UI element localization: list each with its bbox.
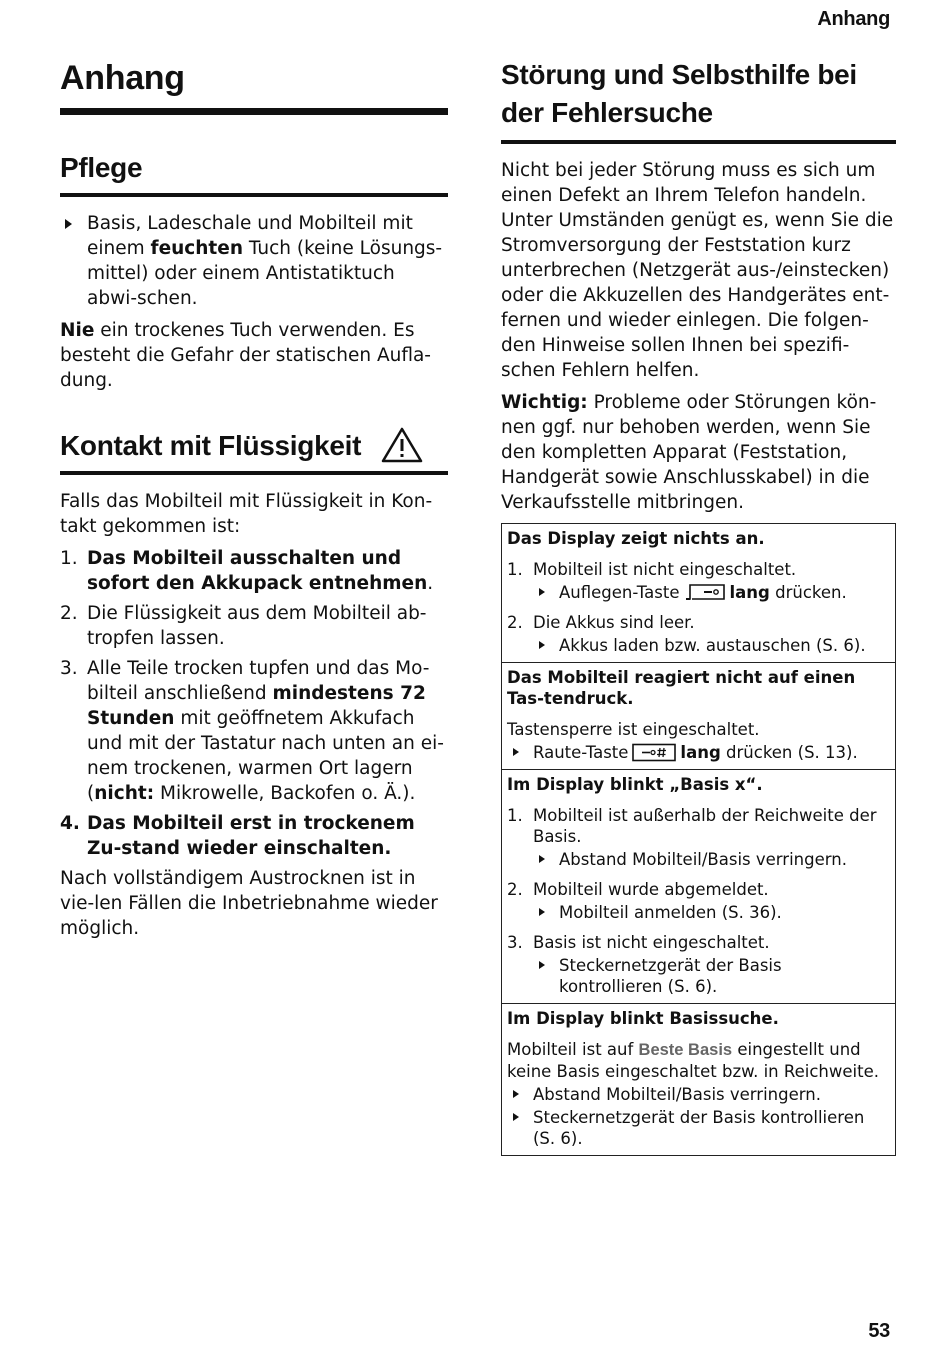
trouble-action: Akkus laden bzw. austauschen (S. 6). <box>533 635 889 656</box>
trouble-text: Mobilteil ist auf Beste Basis eingestellt und keine Basis eingeschaltet bzw. in Reichweite. <box>507 1040 879 1081</box>
page-number: 53 <box>868 1320 890 1342</box>
trouble-action: Raute-Taste lang drücken (S. 13). <box>507 742 889 763</box>
trouble-item: 3. Basis ist nicht eingeschaltet. Steckernetzgerät der Basis kontrollieren (S. 6). <box>507 932 889 997</box>
trouble-title: Das Mobilteil reagiert nicht auf einen Tas-tendruck. <box>507 668 856 708</box>
right-column <box>501 56 896 1156</box>
trouble-section-basis-blinks <box>502 770 895 1004</box>
trouble-action: Abstand Mobilteil/Basis verringern. <box>533 849 889 870</box>
troubleshooting-table <box>501 523 896 1156</box>
trouble-title: Im Display blinkt Basissuche. <box>507 1009 779 1028</box>
kontakt-step-4: 4. Das Mobilteil erst in trockenem Zu-stand wieder einschalten. <box>60 813 415 859</box>
kontakt-step-1: 1. Das Mobilteil ausschalten und sofort den Akkupack entnehmen. <box>60 548 434 594</box>
trouble-section-no-keypress <box>502 663 895 770</box>
pflege-heading: Pflege <box>60 149 448 197</box>
kontakt-outro: Nach vollständigem Austrocknen ist in vie-len Fällen die Inbetriebnahme wieder möglich. <box>60 868 438 939</box>
pflege-note: Nie ein trockenes Tuch verwenden. Es besteht die Gefahr der statischen Aufla-dung. <box>60 320 431 391</box>
kontakt-step-2: 2. Die Flüssigkeit aus dem Mobilteil ab-tropfen lassen. <box>60 603 427 649</box>
trouble-item: 2. Mobilteil wurde abgemeldet. Mobilteil anmelden (S. 36). <box>507 879 889 923</box>
kontakt-heading: Kontakt mit Flüssigkeit <box>60 427 448 475</box>
running-head: Anhang <box>817 8 890 30</box>
left-column <box>60 56 448 948</box>
pflege-bullet: Basis, Ladeschale und Mobilteil mit einem feuchten Tuch (keine Lösungs-mittel) oder einem Antistatiktuch abwi-schen. <box>60 211 448 311</box>
important-note: Wichtig: Probleme oder Störungen kön-nen ggf. nur behoben werden, wenn Sie den kompletten Apparat (Feststation, Handgerät sowie Anschlusskabel) in die Verkaufsstelle mitbringen. <box>501 392 877 513</box>
troubleshooting-intro: Nicht bei jeder Störung muss es sich um einen Defekt an Ihrem Telefon handeln. Unter Umständen genügt es, wenn Sie die Stromversorgung der Feststation kurz unterbrechen (Netzgerät aus-/einstecken) oder die Akkuzellen des Handgerätes ent-fernen und wieder einlegen. Die folgen-den Hinweise sollen Ihnen bei spezifi-schen Fehlern helfen. <box>501 160 894 381</box>
trouble-action: Mobilteil anmelden (S. 36). <box>533 902 889 923</box>
trouble-item: 1. Mobilteil ist nicht eingeschaltet. Auflegen-Taste lang drücken. <box>507 559 889 603</box>
trouble-title: Im Display blinkt „Basis x“. <box>507 775 763 794</box>
trouble-item: 1. Mobilteil ist außerhalb der Reichweite der Basis. Abstand Mobilteil/Basis verringern. <box>507 805 889 870</box>
kontakt-step-3: 3. Alle Teile trocken tupfen und das Mo-bilteil anschließend mindestens 72 Stunden mit geöffnetem Akkufach und mit der Tastatur nach unten an ei-nem trockenen, warmen Ort lagern (nicht: Mikrowelle, Backofen o. Ä.). <box>60 658 444 804</box>
trouble-section-basissuche <box>502 1004 895 1155</box>
trouble-action: Abstand Mobilteil/Basis verringern. <box>507 1084 889 1105</box>
page-title: Anhang <box>60 56 448 115</box>
trouble-action: Auflegen-Taste lang drücken. <box>533 582 889 603</box>
trouble-action: Steckernetzgerät der Basis kontrollieren (S. 6). <box>533 955 889 997</box>
troubleshooting-heading: Störung und Selbsthilfe bei der Fehlersuche <box>501 56 896 144</box>
warning-triangle-icon <box>381 427 423 463</box>
trouble-action: Steckernetzgerät der Basis kontrollieren (S. 6). <box>507 1107 889 1149</box>
kontakt-intro: Falls das Mobilteil mit Flüssigkeit in Kon-takt gekommen ist: <box>60 491 433 537</box>
trouble-title: Das Display zeigt nichts an. <box>507 529 765 548</box>
trouble-text: Tastensperre ist eingeschaltet. <box>507 720 760 739</box>
end-call-key-icon <box>684 582 726 602</box>
hash-key-icon <box>632 743 676 762</box>
trouble-item: 2. Die Akkus sind leer. Akkus laden bzw. austauschen (S. 6). <box>507 612 889 656</box>
trouble-section-display-blank <box>502 524 895 663</box>
